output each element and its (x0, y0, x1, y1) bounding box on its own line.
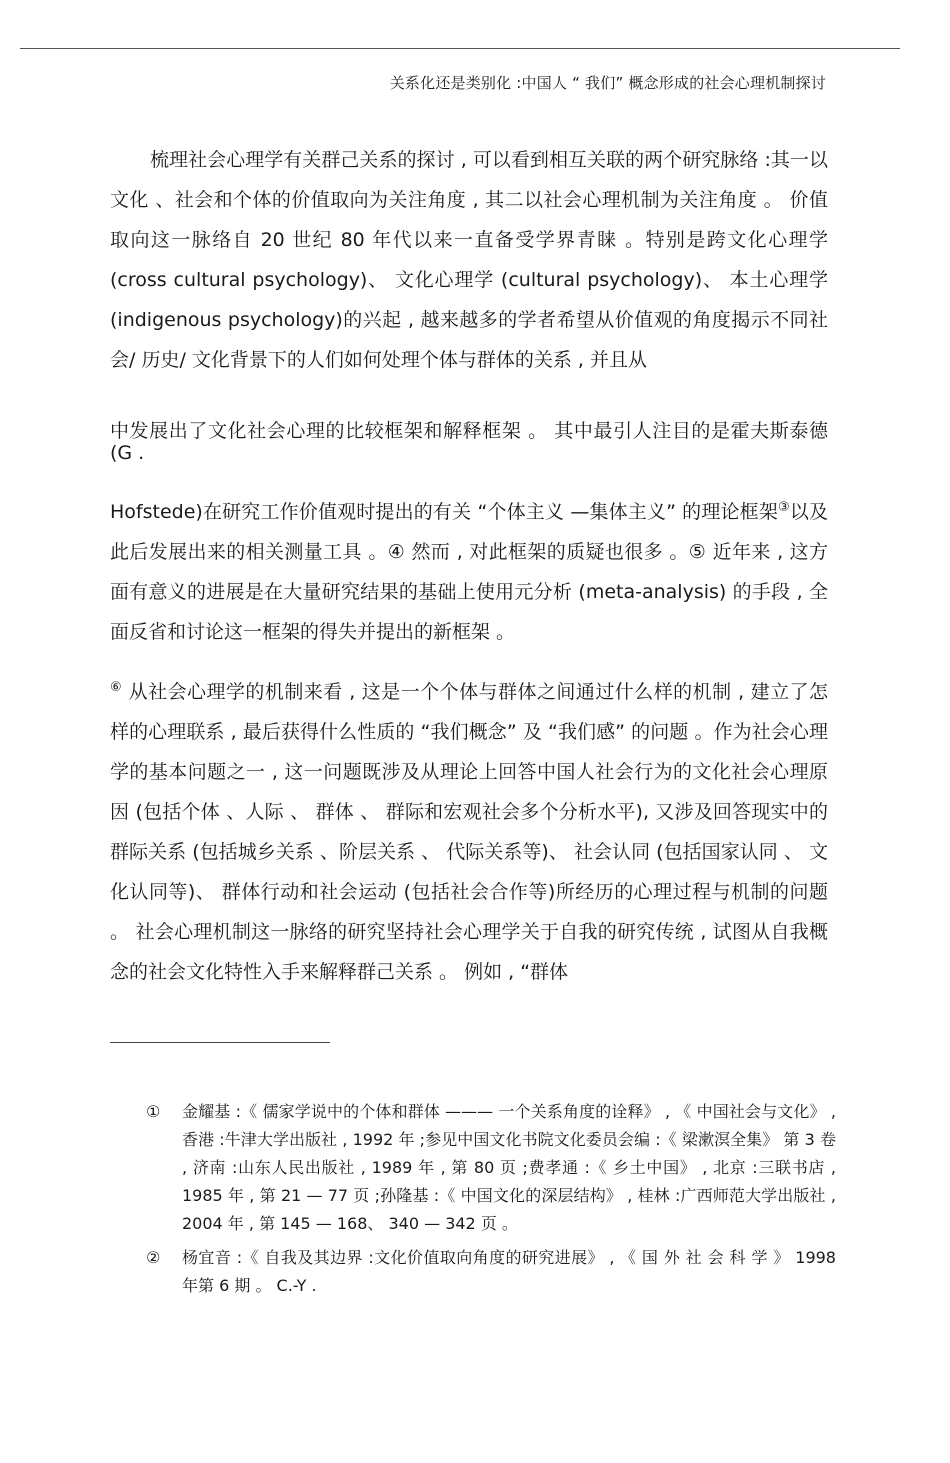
footnote-marker: ① (146, 1102, 161, 1121)
footnotes (146, 1098, 836, 1306)
footnote-text: 杨宜音 :《 自我及其边界 :文化价值取向角度的研究进展》 , 《 国 外 社 会 科 学 》 1998 年第 6 期 。 C.-Y . (182, 1248, 836, 1295)
footnote-marker: ② (146, 1248, 161, 1267)
paragraph-3-text-a: Hofstede)在研究工作价值观时提出的有关 “个体主义 —集体主义” 的理论框架 (110, 501, 778, 523)
paragraph-4-text: 从社会心理学的机制来看 , 这是一个个体与群体之间通过什么样的机制 , 建立了怎样的心理联系 , 最后获得什么性质的 “我们概念” 及 “我们感” 的问题 。作为社会心理学的基本问题之一 , 这一问题既涉及从理论上回答中国人社会行为的文化社会心理原因 (包括个体 、人际 、 群体 、 群际和宏观社会多个分析水平), 又涉及回答现实中的群际关系 (包括城乡关系 、阶层关系 、 代际关系等)、 社会认同 (包括国家认同 、 文化认同等)、 群体行动和社会运动 (包括社会合作等)所经历的心理过程与机制的问题 。 社会心理机制这一脉络的研究坚持社会心理学关于自我的研究传统 , 试图从自我概念的社会文化特性入手来解释群己关系 。 例如 , “群体 (110, 681, 829, 983)
footnote-ref-6[interactable]: ⑥ (110, 680, 123, 695)
paragraph-3 (110, 492, 828, 652)
header-rule (20, 48, 900, 49)
footnote-rule (110, 1042, 330, 1043)
paragraph-2: 中发展出了文化社会心理的比较框架和解释框架 。 其中最引人注目的是霍夫斯泰德 (G . (110, 420, 828, 464)
paragraph-3-text-b: 以及此后发展出来的相关测量工具 。④ 然而 , 对此框架的质疑也很多 。⑤ 近年来 , 这方面有意义的进展是在大量研究结果的基础上使用元分析 (meta-analysis) 的手段 , 全面反省和讨论这一框架的得失并提出的新框架 。 (110, 501, 828, 643)
footnote-ref-3[interactable]: ③ (778, 500, 790, 515)
footnote-text: 金耀基 :《 儒家学说中的个体和群体 ——— 一个关系角度的诠释》 , 《 中国社会与文化》 , 香港 :牛津大学出版社 , 1992 年 ;参见中国文化书院文化委员会编 :《 梁漱溟全集》 第 3 卷 , 济南 :山东人民出版社 , 1989 年 , 第 80 页 ;费孝通 :《 乡土中国》 , 北京 :三联书店 , 1985 年 , 第 21 — 77 页 ;孙隆基 :《 中国文化的深层结构》 , 桂林 :广西师范大学出版社 , 2004 年 , 第 145 — 168、 340 — 342 页 。 (182, 1102, 836, 1233)
paragraph-1: 梳理社会心理学有关群己关系的探讨 , 可以看到相互关联的两个研究脉络 :其一以文化 、社会和个体的价值取向为关注角度 , 其二以社会心理机制为关注角度 。 价值取向这一脉络自 20 世纪 80 年代以来一直备受学界青睐 。特别是跨文化心理学 (cross cultural psychology)、 文化心理学 (cultural psychology)、 本土心理学 (indigenous psychology)的兴起 , 越来越多的学者希望从价值观的角度揭示不同社会/ 历史/ 文化背景下的人们如何处理个体与群体的关系 , 并且从 (110, 149, 828, 371)
footnote-item (146, 1098, 836, 1238)
running-header: 关系化还是类别化 :中国人 “ 我们” 概念形成的社会心理机制探讨 (389, 74, 826, 92)
paragraph-4 (110, 672, 828, 992)
footnote-item (146, 1244, 836, 1300)
